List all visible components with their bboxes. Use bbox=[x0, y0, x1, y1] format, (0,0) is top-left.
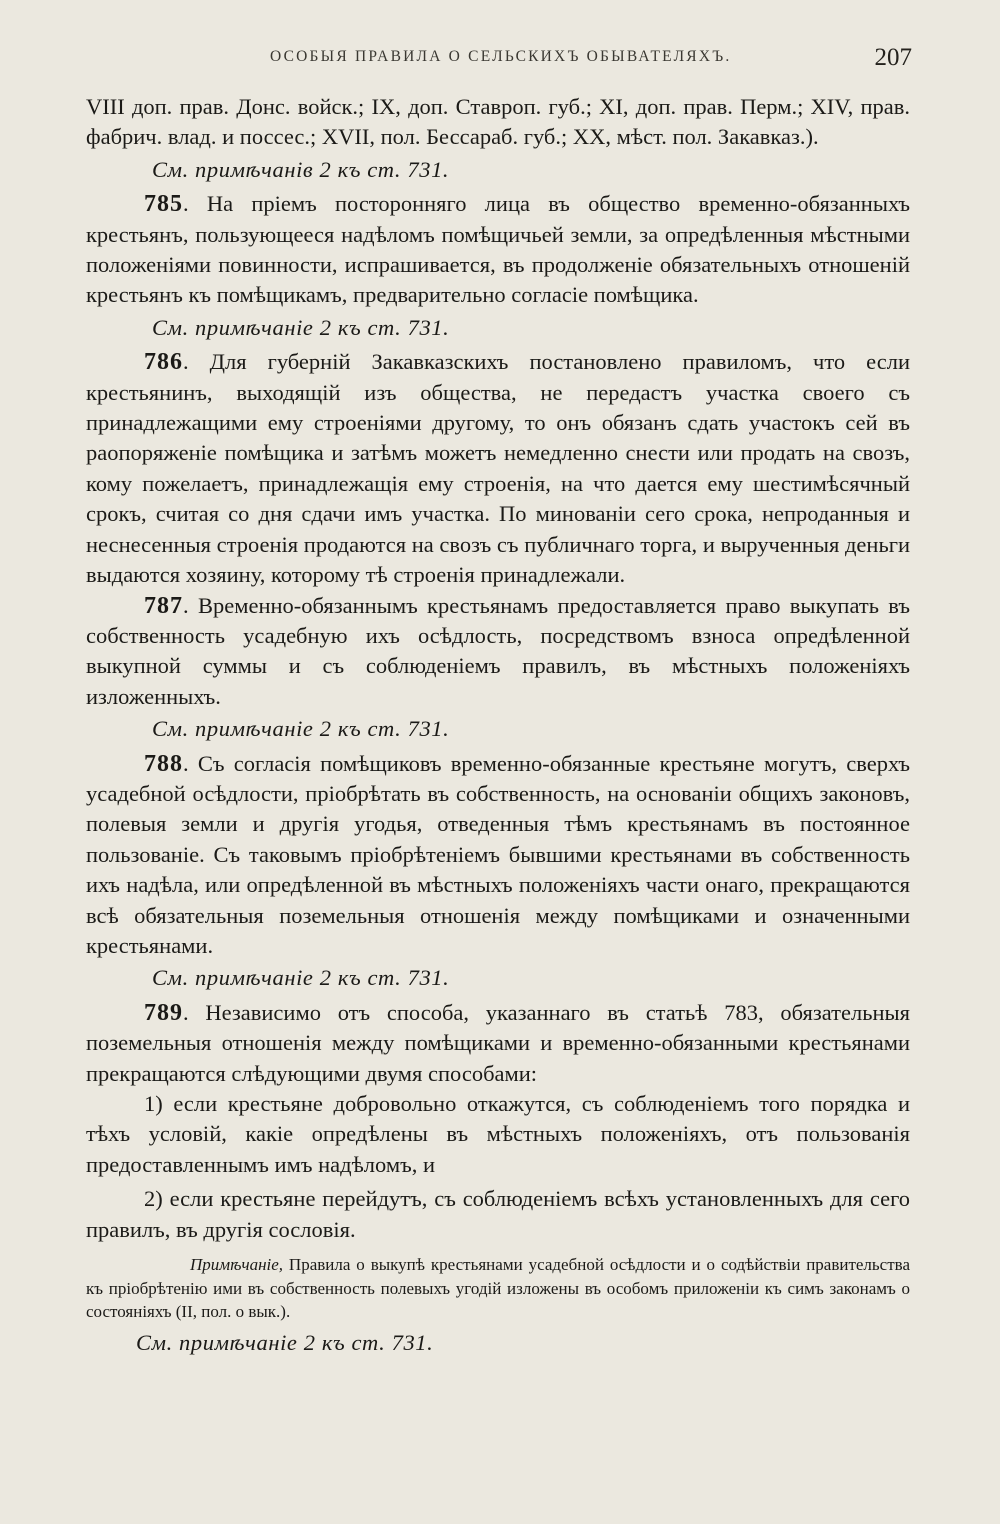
cross-reference: См. примѣчанiе 2 къ ст. 731. bbox=[152, 965, 450, 991]
article-text: . На прiемъ посторонняго лица въ общество временно-обязанныхъ крестьянъ, пользующееся надѣломъ помѣщичьей земли, за опредѣленныя мѣстными положенiями повинности, испрашивается, въ продолженiе обязательныхъ отношенiй крестьянъ къ помѣщикамъ, предварительно согласiе помѣщика. bbox=[86, 191, 910, 308]
article-number: 786 bbox=[144, 349, 183, 376]
cross-reference: См. примѣчанiе 2 къ ст. 731. bbox=[152, 716, 450, 742]
cross-reference: См. примѣчанiе 2 къ ст. 731. bbox=[152, 314, 450, 340]
cross-reference: См. примѣчанiе 2 къ ст. 731. bbox=[136, 1329, 434, 1355]
note-text: Правила о выкупѣ крестьянами усадебной осѣдлости и о содѣйствiи правительства къ прiобрѣтенiю ими въ собственность полевыхъ угодiй изложены въ особомъ приложенiи къ симъ законамъ о состоянiяхъ (II, пол. о вык.). bbox=[86, 1255, 910, 1322]
footnote-remark bbox=[86, 1253, 910, 1324]
article-number: 785 bbox=[144, 191, 183, 218]
list-item: 1) если крестьяне добровольно откажутся, съ соблюденiемъ того порядка и тѣхъ условiй, какiе опредѣлены въ мѣстныхъ положенiяхъ, отъ пользованiя предоставленнымъ имъ надѣломъ, и bbox=[86, 1091, 910, 1177]
article-text: . Для губернiй Закавказскихъ постановлено правиломъ, что если крестьянинъ, выходящiй изъ общества, не передастъ участка своего съ принадлежащими ему строенiями другому, то онъ обязанъ сдать участокъ сей въ раопоряженiе помѣщика и затѣмъ можетъ немедленно снести или продать на свозъ, кому пожелаетъ, принадлежащiя ему строенiя, на что дается ему шестимѣсячный срокъ, считая со дня сдачи имъ участка. По минованiи сего срока, непроданныя и неснесенныя строенiя продаются на свозъ съ публичнаго торга, и вырученныя деньги выдаются хозяину, которому тѣ строенiя принадлежали. bbox=[86, 349, 910, 588]
article-788 bbox=[86, 749, 910, 962]
page-header bbox=[0, 44, 1000, 78]
article-785 bbox=[86, 189, 910, 311]
intro-paragraph: VIII доп. прав. Донс. войск.; IX, доп. Ставроп. губ.; XI, доп. прав. Перм.; XIV, прав. фабрич. влад. и поссес.; XVII, пол. Бессараб. губ.; XX, мѣст. пол. Закавказ.). bbox=[86, 94, 910, 150]
article-text: . Независимо отъ способа, указаннаго въ статьѣ 783, обязательныя поземельныя отношенiя между помѣщиками и временно-обязанными крестьянами прекращаются слѣдующими двумя способами: bbox=[86, 999, 910, 1086]
running-title: ОСОБЫЯ ПРАВИЛА О СЕЛЬСКИХЪ ОБЫВАТЕЛЯХЪ. bbox=[270, 48, 732, 65]
article-786 bbox=[86, 347, 910, 590]
article-789 bbox=[86, 998, 910, 1089]
page-number: 207 bbox=[874, 44, 912, 71]
article-number: 789 bbox=[144, 999, 183, 1026]
page-body bbox=[86, 92, 910, 1362]
list-item: 2) если крестьяне перейдутъ, съ соблюденiемъ всѣхъ установленныхъ для сего правилъ, въ другiя сословiя. bbox=[86, 1186, 910, 1242]
note-label: Примѣчанiе, bbox=[190, 1255, 284, 1275]
article-787 bbox=[86, 591, 910, 713]
cross-reference: См. примѣчанiв 2 къ ст. 731. bbox=[152, 156, 450, 182]
article-text: . Временно-обязаннымъ крестьянамъ предоставляется право выкупать въ собственность усадебную ихъ осѣдлость, посредствомъ взноса опредѣленной выкупной суммы и съ соблюденiемъ правилъ, въ мѣстныхъ положенiяхъ изложенныхъ. bbox=[86, 592, 910, 709]
article-text: . Съ согласiя помѣщиковъ временно-обязанные крестьяне могутъ, сверхъ усадебной осѣдлости, прiобрѣтать въ собственность, на основанiи общихъ законовъ, полевыя земли и другiя угодья, отведенныя тѣмъ крестьянамъ въ постоянное пользованiе. Съ таковымъ прiобрѣтенiемъ бывшими крестьянами въ собственность ихъ надѣла, или опредѣленной въ мѣстныхъ положенiяхъ части онаго, прекращаются всѣ обязательныя поземельныя отношенiя между помѣщиками и означенными крестьянами. bbox=[86, 750, 910, 958]
article-number: 788 bbox=[144, 750, 183, 777]
article-number: 787 bbox=[144, 592, 183, 619]
